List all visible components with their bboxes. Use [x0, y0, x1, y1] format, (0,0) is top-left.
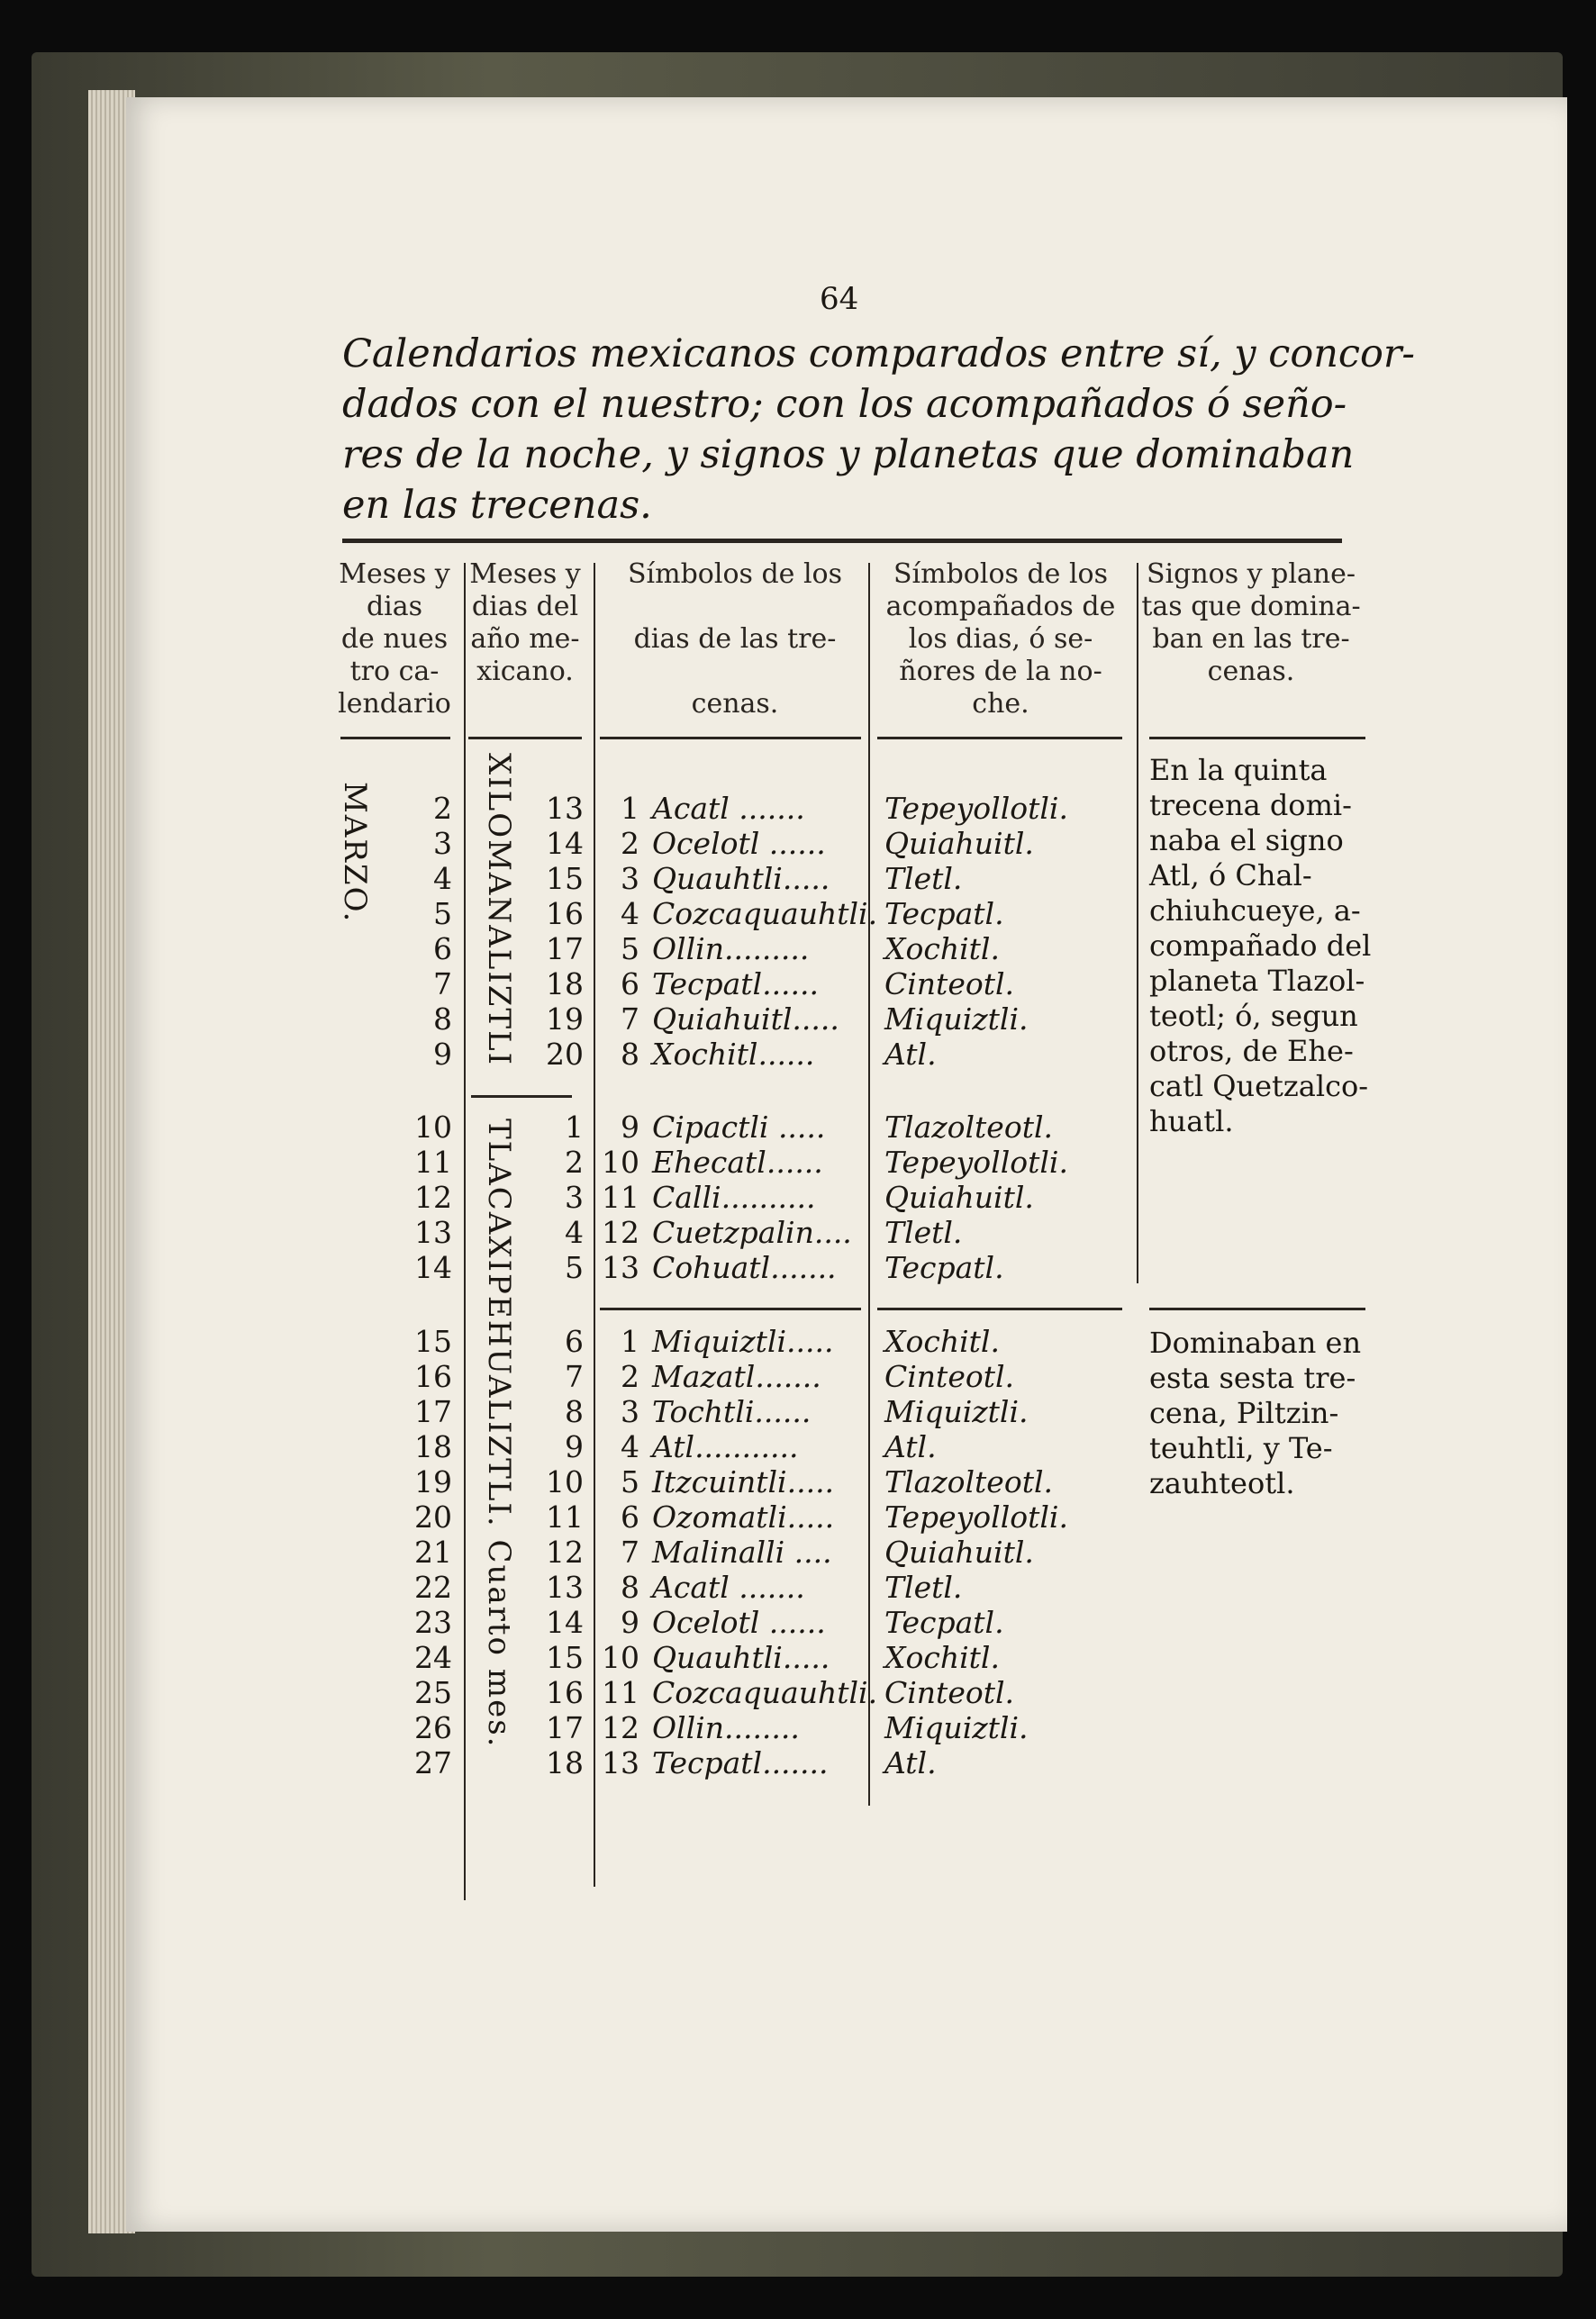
mexican-day: 16	[546, 1675, 584, 1710]
trecena-number: 2	[621, 1359, 639, 1394]
our-day: 26	[414, 1710, 452, 1745]
our-day: 23	[414, 1605, 452, 1640]
trecena-number: 6	[621, 1499, 639, 1535]
companion-symbol: Tecpatl.	[884, 1250, 1004, 1285]
month-mexican: XILOMANALIZTLI	[481, 753, 517, 1067]
header-rule	[340, 737, 450, 739]
our-day: 2	[433, 791, 452, 826]
trecena-number: 7	[621, 1001, 639, 1037]
day-symbol: Tecpatl......	[652, 966, 820, 1001]
our-day: 21	[414, 1535, 452, 1570]
day-symbol: Quauhtli.....	[652, 1640, 830, 1675]
column-rule	[868, 563, 870, 1806]
our-day: 11	[414, 1145, 452, 1180]
our-day: 18	[414, 1429, 452, 1464]
mexican-day: 19	[546, 1001, 584, 1037]
day-symbol: Cozcaquauhtli.	[652, 896, 878, 931]
trecena-number: 3	[621, 861, 639, 896]
companion-symbol: Cinteotl.	[884, 1675, 1015, 1710]
trecena-number: 1	[621, 1324, 639, 1359]
companion-symbol: Cinteotl.	[884, 1359, 1015, 1394]
month-mexican: TLACAXIPEHUALIZTLI. Cuarto mes.	[481, 1119, 517, 1749]
trecena-number: 4	[621, 1429, 639, 1464]
header-companions: Símbolos de los acompañados de los dias, ó se- ñores de la no- che.	[885, 558, 1116, 720]
companion-symbol: Tepeyollotli.	[884, 1499, 1068, 1535]
our-day: 5	[433, 896, 452, 931]
companion-symbol: Xochitl.	[884, 1640, 1000, 1675]
our-day: 22	[414, 1570, 452, 1605]
trecena-number: 1	[621, 791, 639, 826]
header-rule	[600, 737, 861, 739]
day-symbol: Ocelotl ......	[652, 1605, 826, 1640]
trecena-number: 13	[602, 1250, 639, 1285]
day-symbol: Acatl .......	[652, 1570, 805, 1605]
our-day: 24	[414, 1640, 452, 1675]
trecena-number: 6	[621, 966, 639, 1001]
section-rule	[1149, 1308, 1365, 1310]
companion-symbol: Quiahuitl.	[884, 826, 1034, 861]
trecena-number: 5	[621, 931, 639, 966]
trecena-number: 9	[621, 1605, 639, 1640]
column-rule	[464, 563, 466, 1900]
mexican-day: 12	[546, 1535, 584, 1570]
our-day: 19	[414, 1464, 452, 1499]
day-symbol: Tecpatl.......	[652, 1745, 829, 1780]
trecena-number: 3	[621, 1394, 639, 1429]
our-day: 8	[433, 1001, 452, 1037]
trecena-number: 11	[602, 1675, 639, 1710]
our-day: 15	[414, 1324, 452, 1359]
trecena-number: 12	[602, 1710, 639, 1745]
mexican-day: 9	[565, 1429, 584, 1464]
companion-symbol: Quiahuitl.	[884, 1535, 1034, 1570]
companion-symbol: Tepeyollotli.	[884, 1145, 1068, 1180]
header-day-symbols: Símbolos de los dias de las tre- cenas.	[628, 558, 842, 720]
mexican-day: 2	[565, 1145, 584, 1180]
our-day: 3	[433, 826, 452, 861]
mexican-day: 15	[546, 1640, 584, 1675]
companion-symbol: Miquiztli.	[884, 1394, 1029, 1429]
our-day: 4	[433, 861, 452, 896]
mexican-day: 10	[546, 1464, 584, 1499]
day-symbol: Cohuatl.......	[652, 1250, 837, 1285]
mexican-day: 3	[565, 1180, 584, 1215]
title-rule	[342, 539, 1342, 543]
column-rule	[1137, 563, 1138, 1283]
companion-symbol: Tletl.	[884, 1215, 963, 1250]
trecena-number: 8	[621, 1570, 639, 1605]
mexican-day: 17	[546, 931, 584, 966]
page-number: 64	[820, 281, 859, 317]
title-line: res de la noche, y signos y planetas que dominaban	[342, 432, 1355, 477]
note-sixth-trecena: Dominaban en esta sesta tre- cena, Piltzin- teuhtli, y Te- zauhteotl.	[1149, 1326, 1362, 1500]
day-symbol: Miquiztli.....	[652, 1324, 834, 1359]
trecena-number: 7	[621, 1535, 639, 1570]
mexican-day: 16	[546, 896, 584, 931]
mexican-day: 14	[546, 1605, 584, 1640]
header-rule	[468, 737, 582, 739]
our-day: 10	[414, 1110, 452, 1145]
day-symbol: Quiahuitl.....	[652, 1001, 839, 1037]
trecena-number: 8	[621, 1037, 639, 1072]
mexican-day: 18	[546, 1745, 584, 1780]
column-rule	[594, 563, 595, 1887]
companion-symbol: Tletl.	[884, 1570, 963, 1605]
companion-symbol: Cinteotl.	[884, 966, 1015, 1001]
trecena-number: 5	[621, 1464, 639, 1499]
our-day: 9	[433, 1037, 452, 1072]
our-day: 14	[414, 1250, 452, 1285]
trecena-number: 12	[602, 1215, 639, 1250]
companion-symbol: Tlazolteotl.	[884, 1110, 1054, 1145]
title-line: Calendarios mexicanos comparados entre sí, y concor-	[342, 331, 1415, 376]
trecena-number: 10	[602, 1640, 639, 1675]
mexican-day: 13	[546, 1570, 584, 1605]
day-symbol: Acatl .......	[652, 791, 805, 826]
companion-symbol: Xochitl.	[884, 1324, 1000, 1359]
mexican-day: 20	[546, 1037, 584, 1072]
title-line: en las trecenas.	[342, 483, 652, 528]
header-our-calendar: Meses y dias de nues tro ca- lendario	[338, 558, 451, 720]
companion-symbol: Xochitl.	[884, 931, 1000, 966]
day-symbol: Atl...........	[652, 1429, 799, 1464]
companion-symbol: Atl.	[884, 1429, 937, 1464]
day-symbol: Cipactli .....	[652, 1110, 826, 1145]
day-symbol: Malinalli ....	[652, 1535, 832, 1570]
day-symbol: Ocelotl ......	[652, 826, 826, 861]
trecena-number: 9	[621, 1110, 639, 1145]
our-day: 17	[414, 1394, 452, 1429]
companion-symbol: Tecpatl.	[884, 1605, 1004, 1640]
our-day: 27	[414, 1745, 452, 1780]
day-symbol: Ollin........	[652, 1710, 800, 1745]
companion-symbol: Tletl.	[884, 861, 963, 896]
title-line: dados con el nuestro; con los acompañados ó seño-	[342, 382, 1347, 427]
mexican-day: 13	[546, 791, 584, 826]
trecena-number: 11	[602, 1180, 639, 1215]
header-signs-planets: Signos y plane- tas que domina- ban en las tre- cenas.	[1141, 558, 1361, 687]
mexican-day: 7	[565, 1359, 584, 1394]
mexican-day: 14	[546, 826, 584, 861]
trecena-number: 4	[621, 896, 639, 931]
day-symbol: Xochitl......	[652, 1037, 815, 1072]
companion-symbol: Tepeyollotli.	[884, 791, 1068, 826]
mexican-day: 17	[546, 1710, 584, 1745]
header-rule	[1149, 737, 1365, 739]
header-mexican-calendar: Meses y dias del año me- xicano.	[469, 558, 581, 687]
our-day: 7	[433, 966, 452, 1001]
day-symbol: Cozcaquauhtli.	[652, 1675, 878, 1710]
day-symbol: Tochtli......	[652, 1394, 812, 1429]
mexican-day: 11	[546, 1499, 584, 1535]
companion-symbol: Atl.	[884, 1037, 937, 1072]
our-day: 16	[414, 1359, 452, 1394]
our-day: 25	[414, 1675, 452, 1710]
day-symbol: Ollin.........	[652, 931, 810, 966]
mexican-day: 8	[565, 1394, 584, 1429]
day-symbol: Cuetzpalin....	[652, 1215, 852, 1250]
companion-symbol: Tlazolteotl.	[884, 1464, 1054, 1499]
day-symbol: Itzcuintli.....	[652, 1464, 835, 1499]
header-rule	[877, 737, 1122, 739]
trecena-number: 13	[602, 1745, 639, 1780]
trecena-number: 10	[602, 1145, 639, 1180]
companion-symbol: Tecpatl.	[884, 896, 1004, 931]
mexican-day: 4	[565, 1215, 584, 1250]
trecena-number: 2	[621, 826, 639, 861]
companion-symbol: Miquiztli.	[884, 1710, 1029, 1745]
companion-symbol: Miquiztli.	[884, 1001, 1029, 1037]
companion-symbol: Atl.	[884, 1745, 937, 1780]
our-day: 12	[414, 1180, 452, 1215]
month-ours: MARZO.	[337, 782, 373, 924]
mexican-day: 18	[546, 966, 584, 1001]
section-rule	[600, 1308, 861, 1310]
mexican-day: 6	[565, 1324, 584, 1359]
our-day: 13	[414, 1215, 452, 1250]
day-symbol: Ozomatli.....	[652, 1499, 835, 1535]
day-symbol: Calli..........	[652, 1180, 816, 1215]
day-symbol: Quauhtli.....	[652, 861, 830, 896]
day-symbol: Ehecatl......	[652, 1145, 823, 1180]
companion-symbol: Quiahuitl.	[884, 1180, 1034, 1215]
note-fifth-trecena: En la quinta trecena domi- naba el signo Atl, ó Chal- chiuhcueye, a- compañado del planeta Tlazol- teotl; ó, segun otros, de Ehe- catl Quetzalco- huatl.	[1149, 753, 1372, 1138]
section-rule	[471, 1095, 572, 1098]
mexican-day: 1	[565, 1110, 584, 1145]
mexican-day: 5	[565, 1250, 584, 1285]
our-day: 20	[414, 1499, 452, 1535]
mexican-day: 15	[546, 861, 584, 896]
our-day: 6	[433, 931, 452, 966]
section-rule	[877, 1308, 1122, 1310]
day-symbol: Mazatl.......	[652, 1359, 821, 1394]
